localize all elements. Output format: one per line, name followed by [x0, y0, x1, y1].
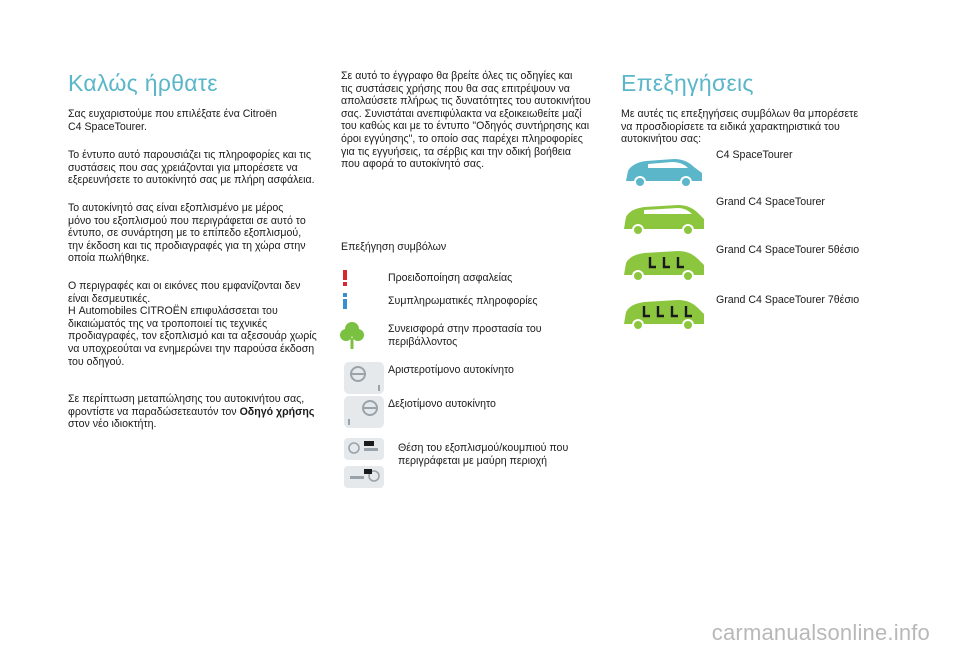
user-guide-bold: Οδηγό χρήσης — [239, 405, 315, 418]
grand-c4-5seat-car-icon — [620, 247, 708, 285]
welcome-title: Καλώς ήρθατε — [68, 70, 218, 96]
symbol-label-environment: Συνεισφορά στην προστασία του περιβάλλοντος — [388, 323, 542, 348]
resale-paragraph: Σε περίπτωση μεταπώλησης του αυτοκινήτου σας, φροντίστε να παραδώσετεαυτόν τον Οδηγό χρήσης στον νέο ιδιοκτήτη. — [68, 393, 315, 431]
equipment-paragraph: Το αυτοκίνητό σας είναι εξοπλισμένο με μέρος μόνο του εξοπλισμού που περιγράφεται σε αυτό το έντυπο, σε συνάρτηση με το επίπεδο εξοπλισμού, την έκδοση και τις προδιαγραφές για τη χώρα στην οποία πωλήθηκε. — [68, 202, 306, 265]
watermark-text: carmanualsonline.info — [711, 620, 930, 645]
grand-c4-spacetourer-car-icon — [620, 201, 708, 239]
car-label-grand-c4: Grand C4 SpaceTourer — [716, 196, 825, 208]
car-label-c4: C4 SpaceTourer — [716, 149, 793, 161]
symbol-label-lhd: Αριστεροτίμονο αυτοκίνητο — [388, 364, 514, 376]
info-icon — [340, 293, 350, 309]
symbol-label-equipment: Θέση του εξοπλισμού/κουμπιού που περιγράφεται με μαύρη περιοχή — [398, 442, 569, 467]
legend-title: Επεξήγηση συμβόλων — [341, 241, 447, 253]
car-label-5-seat: Grand C4 SpaceTourer 5θέσιο — [716, 244, 860, 256]
lhd-steering-icon — [344, 362, 384, 394]
rhd-steering-icon — [344, 396, 384, 428]
equipment-location-icon — [344, 438, 384, 492]
symbol-label-warning: Προειδοποίηση ασφαλείας — [388, 272, 513, 284]
symbol-label-info: Συμπληρωματικές πληροφορίες — [388, 295, 538, 307]
car-label-7-seat: Grand C4 SpaceTourer 7θέσιο — [716, 294, 860, 306]
explanations-intro: Με αυτές τις επεξηγήσεις συμβόλων θα μπορέσετε να προσδιορίσετε τα ειδικά χαρακτηριστικά του αυτοκινήτου σας: — [621, 108, 859, 146]
c4-spacetourer-car-icon — [622, 155, 706, 191]
leaf-icon — [340, 320, 364, 350]
explanations-title: Επεξηγήσεις — [621, 70, 754, 96]
info-paragraph: Το έντυπο αυτό παρουσιάζει τις πληροφορίες και τις συστάσεις που σας χρειάζονται για μπορέσετε να εξερευνήσετε το αυτοκίνητό σας με πλήρη ασφάλεια. — [68, 149, 315, 187]
symbol-label-rhd: Δεξιοτίμονο αυτοκίνητο — [388, 398, 496, 410]
disclaimer-paragraph: Ο περιγραφές και οι εικόνες που εμφανίζονται δεν είναι δεσμευτικές. Η Automobiles CITROËN επιφυλάσσεται του δικαιώματός της να τροποποιεί τις τεχνικές προδιαγραφές, τον εξοπλισμό και τα αξεσουάρ χωρίς να υποχρεούται να ενημερώνει την παρούσα έκδοση του οδηγού. — [68, 280, 317, 368]
guide-intro-paragraph: Σε αυτό το έγγραφο θα βρείτε όλες τις οδηγίες και τις συστάσεις χρήσης που θα σας επιτρέψουν να απολαύσετε πλήρως τις δυνατότητες του αυτοκινήτου σας. Συνιστάται ανεπιφύλακτα να εξοικειωθείτε μαζί του καθώς και με το έντυπο "Οδηγός συντήρησης και όροι εγγύησης", το οποίο σας παρέχει πληροφορίες για τις εγγυήσεις, τα σέρβις και την οδική βοήθεια που αφορά το αυτοκίνητό σας. — [341, 70, 591, 171]
thanks-paragraph: Σας ευχαριστούμε που επιλέξατε ένα Citroën C4 SpaceTourer. — [68, 108, 277, 133]
warning-icon — [340, 270, 350, 286]
grand-c4-7seat-car-icon — [620, 296, 708, 334]
